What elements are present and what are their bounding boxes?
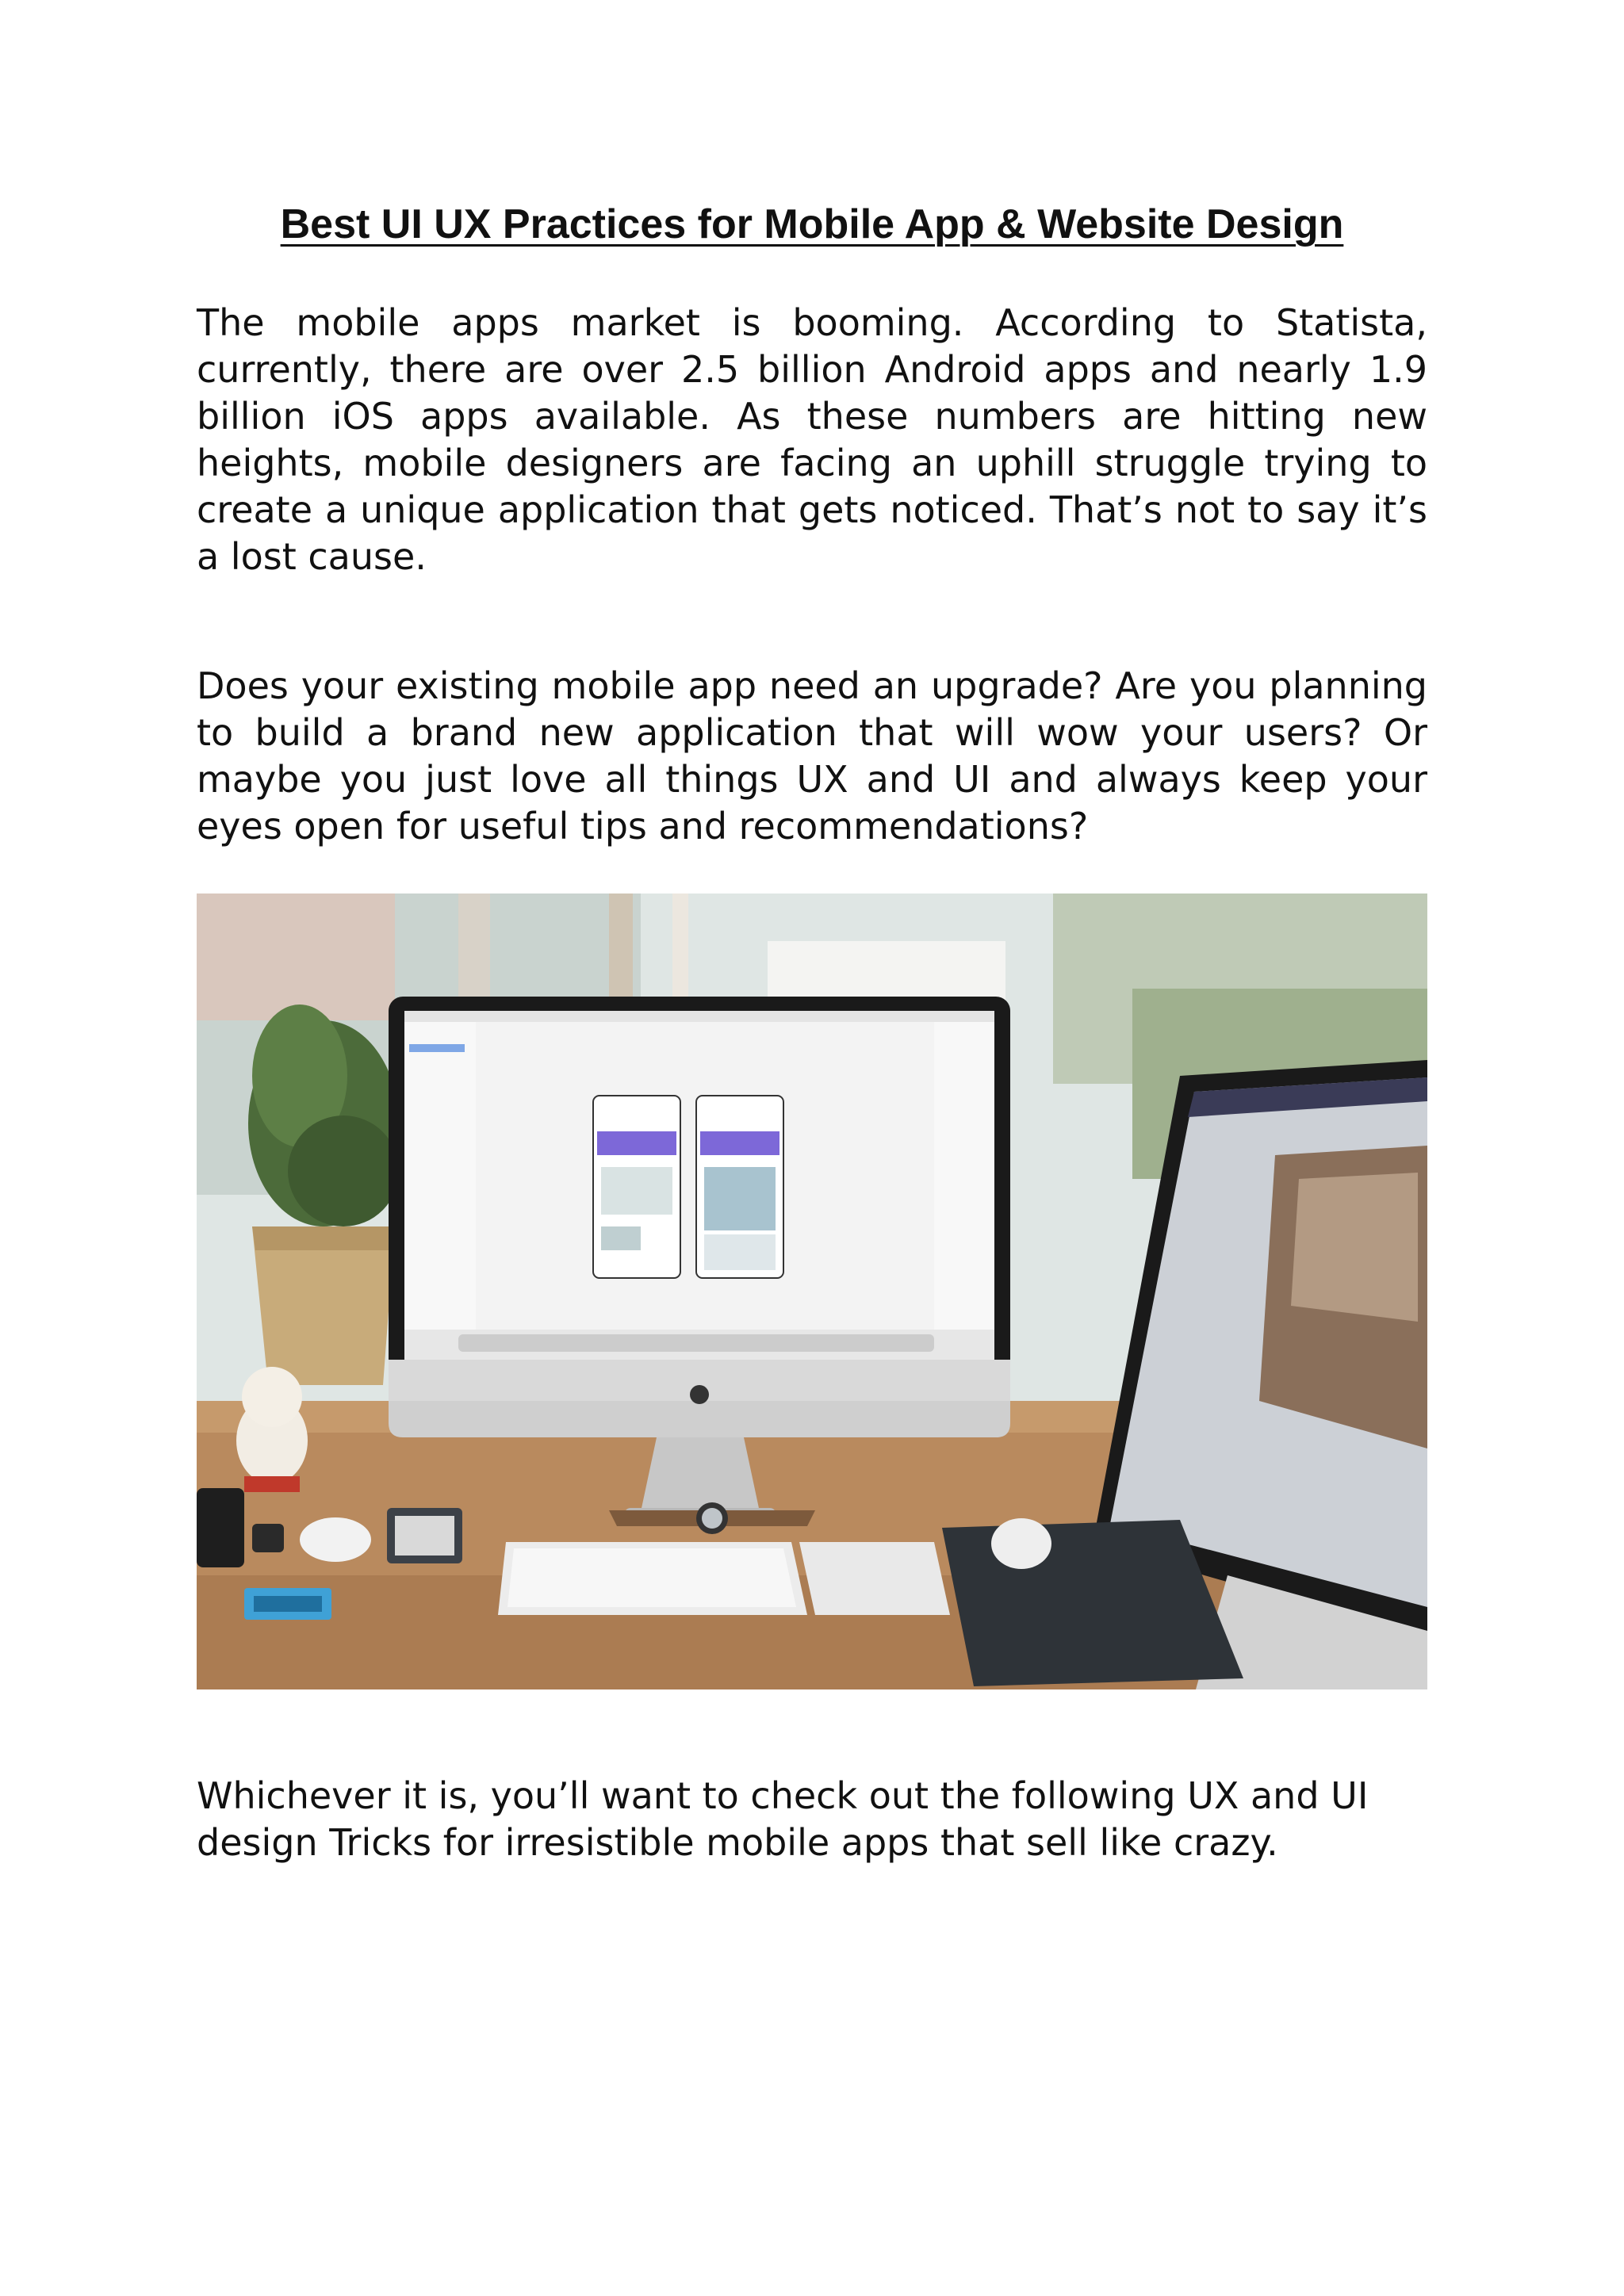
plant xyxy=(248,1004,399,1385)
desk-workspace-photo xyxy=(197,894,1427,1689)
keyboard xyxy=(498,1542,950,1615)
closing-paragraph: Whichever it is, you’ll want to check out the following UX and UI design Tricks for irresistible mobile apps that sell like crazy. xyxy=(197,1774,1369,1864)
intro-paragraph: The mobile apps market is booming. According to Statista, currently, there are over 2.5 billion Android apps and nearly 1.9 billion iOS apps available. As these numbers are hitting new heights, mobile designers are facing an uphill struggle trying to create a unique application that gets noticed. That’s not to say it’s a lost cause. xyxy=(197,301,1427,578)
desk-photo-illustration xyxy=(197,894,1427,1689)
document-title: Best UI UX Practices for Mobile App & Website Design xyxy=(280,201,1344,247)
question-paragraph: Does your existing mobile app need an upgrade? Are you planning to build a brand new application that will wow your users? Or maybe you just love all things UX and UI and always keep your eyes open for useful tips and recommendations? xyxy=(197,664,1427,848)
